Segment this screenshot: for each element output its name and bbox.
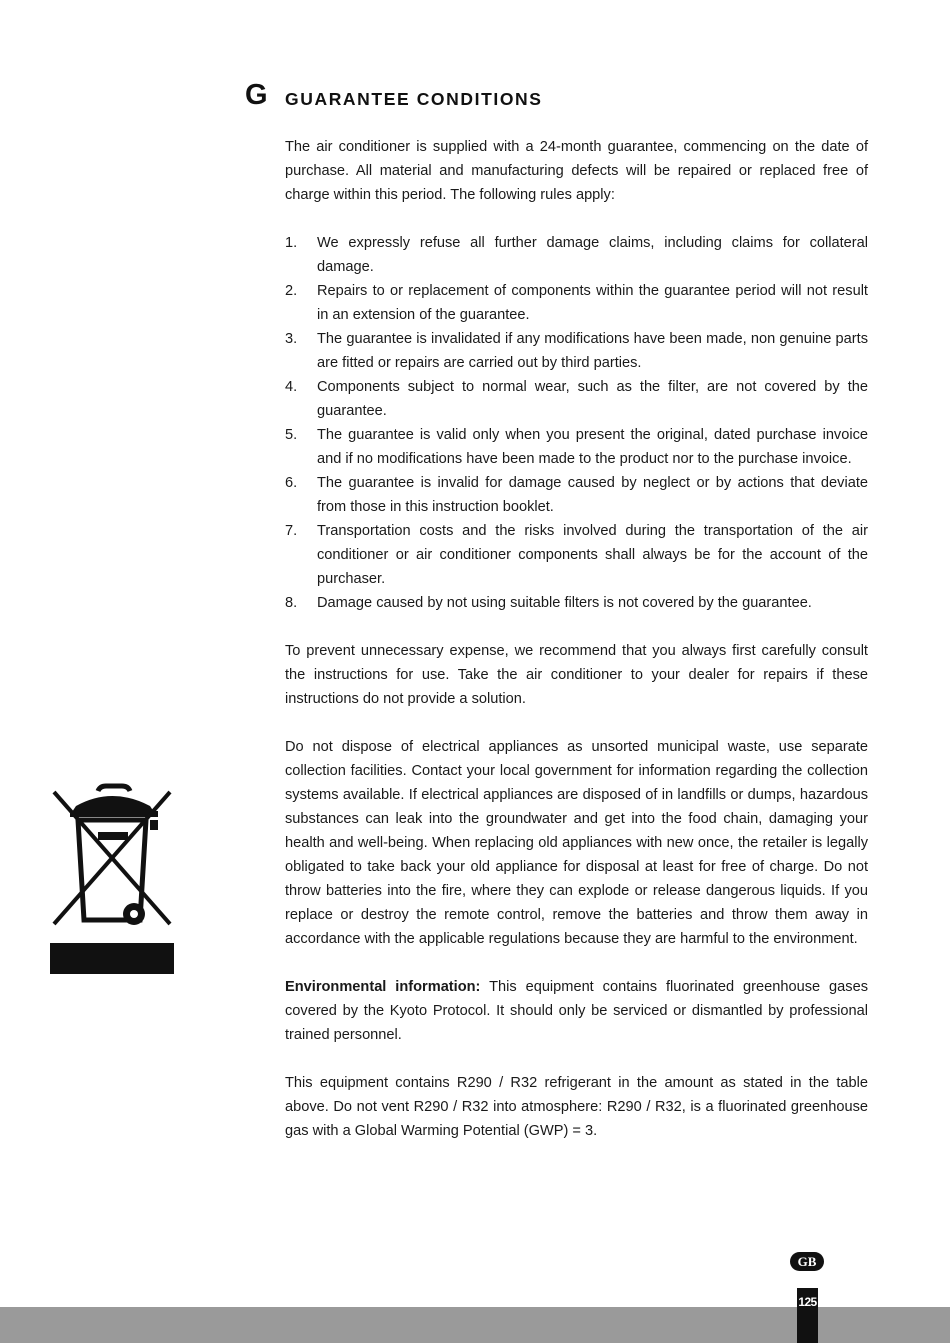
list-item (285, 279, 868, 327)
disposal-paragraph: Do not dispose of electrical appliances as unsorted municipal waste, use separate collection facilities. Contact your local government for information regarding the collection systems available. If electrical appliances are disposed of in landfills or dumps, hazardous substances can leak into the groundwater and get into the food chain, damaging your health and well-being. When replacing old appliances with new once, the retailer is legally obligated to take back your old appliance for disposal at least for free of charge. Do not throw batteries into the fire, where they can explode or release dangerous liquids. If you replace or destroy the remote control, remove the batteries and throw them away in accordance with the applicable regulations because they are harmful to the environment. (285, 739, 868, 947)
list-item (285, 327, 868, 375)
rule-text: The guarantee is valid only when you present the original, dated purchase invoice and if no modifications have been made to the product nor to the purchase invoice. (317, 427, 868, 467)
page-number: 125 (798, 1295, 817, 1309)
rule-text: Damage caused by not using suitable filters is not covered by the guarantee. (317, 595, 812, 611)
rules-list (285, 231, 868, 615)
section-letter: G (245, 79, 268, 111)
page-title: GUARANTEE CONDITIONS (285, 89, 543, 109)
list-item (285, 375, 868, 423)
rule-number: 6. (285, 475, 298, 491)
rule-text: Repairs to or replacement of components within the guarantee period will not result in an extension of the guarantee. (317, 283, 868, 323)
rule-number: 3. (285, 331, 298, 347)
list-item (285, 231, 868, 279)
expense-paragraph: To prevent unnecessary expense, we recommend that you always first carefully consult the instructions for use. Take the air conditioner to your dealer for repairs if these instructions do not provide a solution. (285, 643, 868, 707)
list-item (285, 591, 868, 615)
rule-number: 8. (285, 595, 298, 611)
list-item (285, 471, 868, 519)
rule-text: The guarantee is invalidated if any modifications have been made, non genuine parts are fitted or repairs are carried out by third parties. (317, 331, 868, 371)
list-item (285, 423, 868, 471)
rule-text: Transportation costs and the risks involved during the transportation of the air conditioner or air conditioner components shall always be for the account of the purchaser. (317, 523, 868, 587)
rule-number: 7. (285, 523, 298, 539)
rule-number: 1. (285, 235, 298, 251)
rule-number: 5. (285, 427, 298, 443)
intro-paragraph: The air conditioner is supplied with a 24-month guarantee, commencing on the date of purchase. All material and manufacturing defects will be repaired or replaced free of charge within this period. The following rules apply: (285, 139, 868, 203)
rule-text: We expressly refuse all further damage claims, including claims for collateral damage. (317, 235, 868, 275)
rule-number: 4. (285, 379, 298, 395)
environment-lead: Environmental information: (285, 979, 481, 995)
rule-text: The guarantee is invalid for damage caused by neglect or by actions that deviate from those in this instruction booklet. (317, 475, 868, 515)
refrigerant-paragraph: This equipment contains R290 / R32 refrigerant in the amount as stated in the table above. Do not vent R290 / R32 into atmosphere: R290 / R32, is a fluorinated greenhouse gas with a Global Warming Potential (GWP) = 3. (285, 1075, 868, 1139)
crossed-out-wheelie-bin-icon (50, 782, 174, 974)
environment-paragraph (285, 975, 868, 1047)
environment-text: This equipment contains fluorinated greenhouse gases covered by the Kyoto Protocol. It should only be serviced or dismantled by professional trained personnel. (285, 979, 868, 1043)
rule-number: 2. (285, 283, 298, 299)
list-item (285, 519, 868, 591)
rule-text: Components subject to normal wear, such as the filter, are not covered by the guarantee. (317, 379, 868, 419)
language-badge: GB (790, 1252, 824, 1271)
guarantee-content (285, 135, 868, 1167)
